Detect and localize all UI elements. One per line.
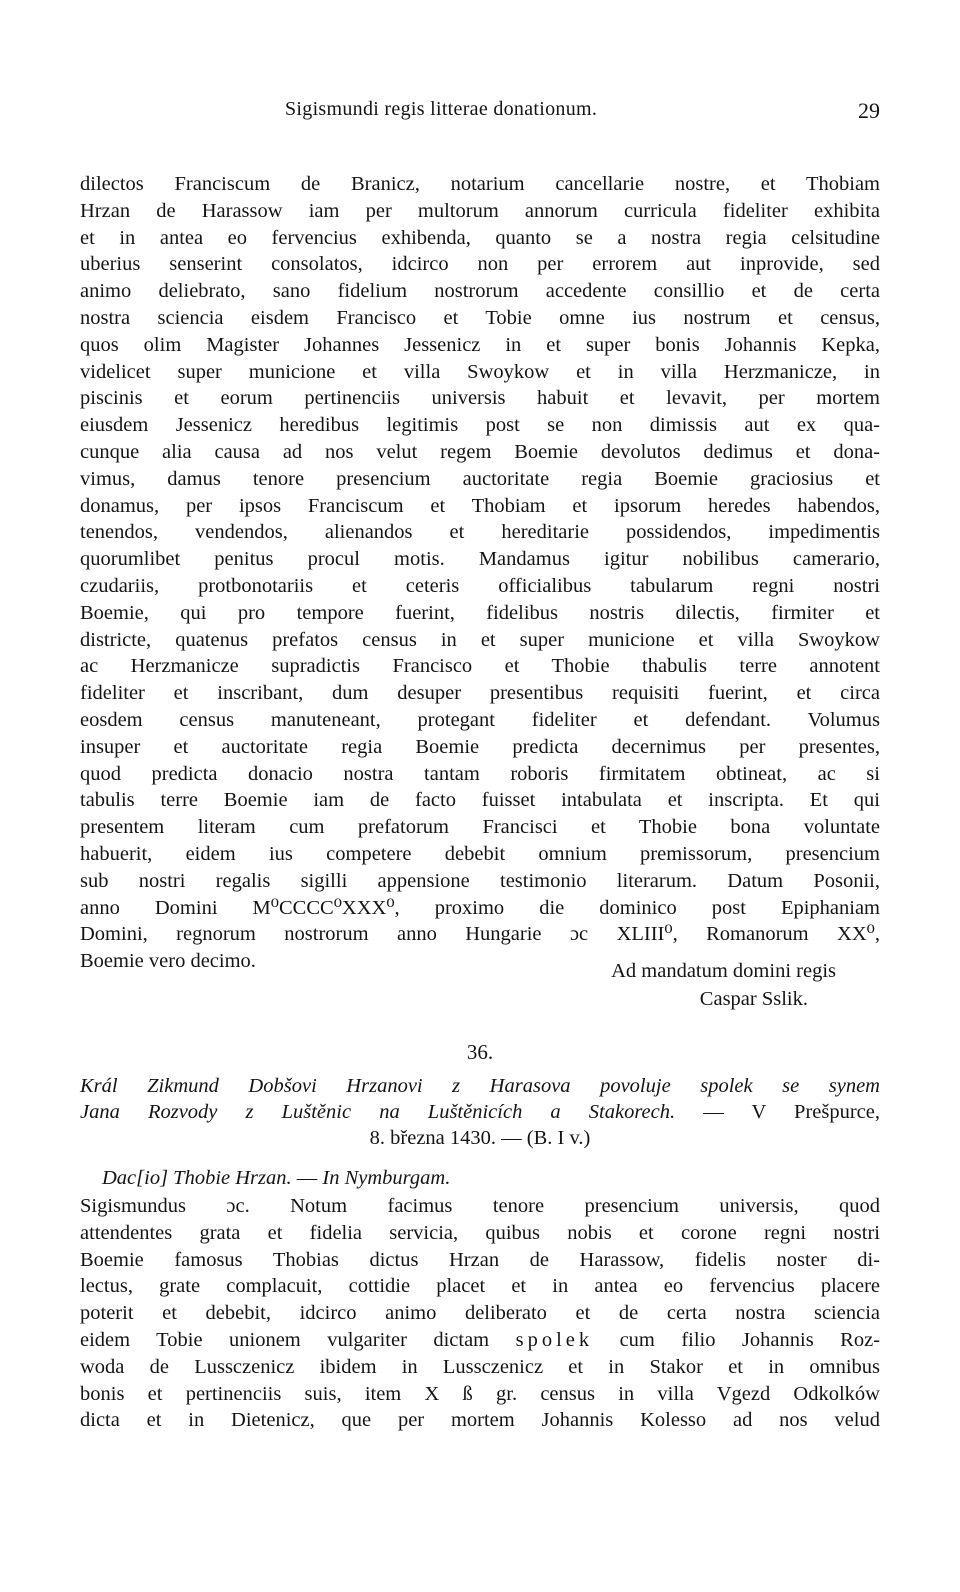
text-line: uberius senserint consolatos, idcirco non per errorem aut inprovide, sed <box>80 253 880 276</box>
spaced-word-spolek: spolek <box>515 1328 594 1351</box>
text-line: quorumlibet penitus procul motis. Mandamus igitur nobilibus camerario, <box>80 548 880 571</box>
charter-36-lines-before <box>80 1193 880 1327</box>
text-line: Boemie, qui pro tempore fuerint, fidelibus nostris dilectis, firmiter et <box>80 601 880 624</box>
charter-36-lines-after <box>80 1354 880 1434</box>
charter-36-spolek-line <box>80 1327 880 1354</box>
regest-line-2-italic: Jana Rozvody z Luštěnic na Luštěnicích a Stakorech. <box>80 1101 676 1123</box>
text-line: nostra sciencia eisdem Francisco et Tobie omne ius nostrum et census, <box>80 306 880 329</box>
text-line: anno Domini M⁰CCCC⁰XXX⁰, proximo die dominico post Epiphaniam <box>80 896 880 919</box>
address-recipient: Dac[io] Thobie Hrzan. <box>102 1167 292 1189</box>
signature-mandate: Ad mandatum domini regis <box>611 960 836 982</box>
text-line: lectus, grate complacuit, cottidie placet et in antea eo fervencius placere <box>80 1275 880 1298</box>
spolek-line-pre: eidem Tobie unionem vulgariter dictam <box>80 1328 516 1351</box>
text-line: et in antea eo fervencius exhibenda, quanto se a nostra regia celsitudine <box>80 226 880 249</box>
text-line: animo deliebrato, sano fidelium nostrorum accedente consillio et de certa <box>80 280 880 303</box>
address-separator: — <box>291 1167 323 1189</box>
text-line: tenendos, vendendos, alienandos et hereditarie possidendos, impedimentis <box>80 521 880 544</box>
spolek-line-post: cum filio Johannis Roz- <box>593 1328 880 1351</box>
text-line: donamus, per ipsos Franciscum et Thobiam et ipsorum heredes habendos, <box>80 494 880 517</box>
text-line: videlicet super municione et villa Swoykow et in villa Herzmanicze, in <box>80 360 880 383</box>
text-line: bonis et pertinenciis suis, item X ß gr. census in villa Vgezd Odkolków <box>80 1382 880 1405</box>
regest-line-2-place: — V Prešpurce, <box>675 1101 880 1123</box>
page-number: 29 <box>858 98 880 123</box>
regest-line-2 <box>80 1099 880 1125</box>
text-line: presentem literam cum prefatorum Francisci et Thobie bona voluntate <box>80 816 880 839</box>
regest-summary <box>80 1073 880 1151</box>
text-line: insuper et auctoritate regia Boemie predicta decernimus per presentes, <box>80 735 880 758</box>
signature-name: Caspar Sslik. <box>699 988 808 1010</box>
charter-text-36 <box>80 1193 880 1434</box>
text-line: quod predicta donacio nostra tantam roboris firmitatem obtineat, ac si <box>80 762 880 785</box>
text-line: Domini, regnorum nostrorum anno Hungarie ɔc XLIII⁰, Romanorum XX⁰, <box>80 923 880 946</box>
running-title: Sigismundi regis litterae donationum. <box>285 98 598 120</box>
text-line: districte, quatenus prefatos census in et super municione et villa Swoykow <box>80 628 880 651</box>
text-line: sub nostri regalis sigilli appensione testimonio literarum. Datum Posonii, <box>80 869 880 892</box>
text-line: cunque alia causa ad nos velut regem Boemie devolutos dedimus et dona- <box>80 440 880 463</box>
text-line: ac Herzmanicze supradictis Francisco et Thobie thabulis terre annotent <box>80 655 880 678</box>
text-line: Sigismundus ɔc. Notum facimus tenore presencium universis, quod <box>80 1195 880 1217</box>
charter-text-35 <box>80 171 880 975</box>
text-line: czudariis, protbonotariis et ceteris officialibus tabularum regni nostri <box>80 574 880 597</box>
regest-line-1: Král Zikmund Dobšovi Hrzanovi z Harasova povoluje spolek se synem <box>80 1075 880 1097</box>
text-line: fideliter et inscribant, dum desuper presentibus requisiti fuerint, et circa <box>80 682 880 705</box>
text-line: vimus, damus tenore presencium auctoritate regia Boemie graciosius et <box>80 467 880 490</box>
text-line: habuerit, eidem ius competere debebit omnium premissorum, presencium <box>80 842 880 865</box>
text-line: Boemie vero decimo. <box>80 950 256 973</box>
address-destination: In Nymburgam. <box>322 1167 451 1189</box>
text-line: eosdem census manuteneant, protegant fideliter et defendant. Volumus <box>80 708 880 731</box>
document-number: 36. <box>466 1040 494 1064</box>
regest-line-3: 8. března 1430. — (B. I v.) <box>369 1127 591 1149</box>
text-line: quos olim Magister Johannes Jessenicz in et super bonis Johannis Kepka, <box>80 333 880 356</box>
running-head <box>80 98 880 128</box>
text-line: woda de Lussczenicz ibidem in Lussczenicz et in Stakor et in omnibus <box>80 1355 880 1378</box>
address-line <box>102 1167 450 1190</box>
text-line: piscinis et eorum pertinenciis universis habuit et levavit, per mortem <box>80 387 880 410</box>
text-line: Hrzan de Harassow iam per multorum annorum curricula fideliter exhibita <box>80 199 880 222</box>
text-line: eiusdem Jessenicz heredibus legitimis post se non dimissis aut ex qua- <box>80 414 880 437</box>
text-line: tabulis terre Boemie iam de facto fuisset intabulata et inscripta. Et qui <box>80 789 880 812</box>
text-line: attendentes grata et fidelia servicia, quibus nobis et corone regni nostri <box>80 1221 880 1244</box>
chancery-signature <box>611 957 836 1013</box>
text-line: Boemie famosus Thobias dictus Hrzan de Harassow, fidelis noster di- <box>80 1248 880 1271</box>
text-line: dicta et in Dietenicz, que per mortem Johannis Kolesso ad nos velud <box>80 1409 880 1432</box>
text-line: poterit et debebit, idcirco animo deliberato et de certa nostra sciencia <box>80 1302 880 1325</box>
text-line: dilectos Franciscum de Branicz, notarium cancellarie nostre, et Thobiam <box>80 173 880 195</box>
